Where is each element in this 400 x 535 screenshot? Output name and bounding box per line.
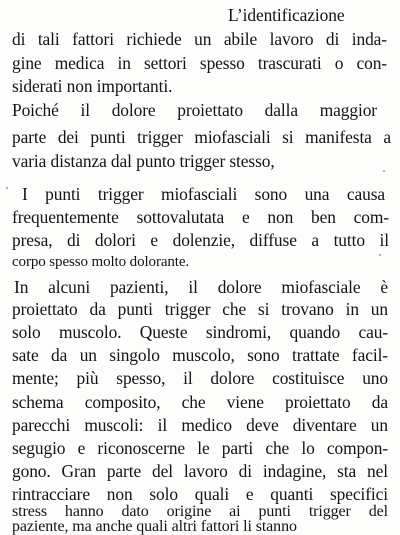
scan-speck xyxy=(379,254,381,256)
text-line: mente; più spesso, il dolore costituisce uno xyxy=(12,368,388,388)
text-line: parte dei punti trigger miofasciali si manifesta a xyxy=(12,127,391,147)
text-line: proiettato da punti trigger che si trovano in un xyxy=(12,299,388,319)
scan-speck xyxy=(383,170,385,172)
text-line: di tali fattori richiede un abile lavoro di inda- xyxy=(12,29,387,49)
text-line: varia distanza dal punto trigger stesso, xyxy=(12,151,275,171)
text-line: siderati non importanti. xyxy=(12,76,173,96)
text-line: Poiché il dolore proiettato dalla maggior xyxy=(12,100,377,120)
text-line: L’identificazione xyxy=(228,5,345,25)
text-line: parecchi muscoli: il medico deve diventare un xyxy=(12,415,388,435)
text-line: paziente, ma anche quali altri fattori li stanno xyxy=(12,518,297,535)
text-line: schema composito, che viene proiettato da xyxy=(12,392,388,412)
text-line: sate da un singolo muscolo, sono trattate facil- xyxy=(12,345,388,365)
text-line: gono. Gran parte del lavoro di indagine, sta nel xyxy=(12,461,388,481)
text-line: segugio e riconoscerne le parti che lo compon- xyxy=(12,438,388,458)
text-line: corpo spesso molto dolorante. xyxy=(12,254,190,270)
text-line: I punti trigger miofasciali sono una causa xyxy=(22,184,385,204)
text-line: In alcuni pazienti, il dolore miofasciale è xyxy=(14,277,388,297)
text-line: stress hanno dato origine ai punti trigger del xyxy=(12,504,388,520)
scan-speck xyxy=(6,187,8,189)
text-line: rintracciare non solo quali e quanti specifici xyxy=(12,484,388,504)
text-line: gine medica in settori spesso trascurati o con- xyxy=(12,53,387,73)
text-line: solo muscolo. Queste sindromi, quando cau- xyxy=(12,322,388,342)
text-line: presa, di dolori e dolenzie, diffuse a tutto il xyxy=(12,230,389,250)
text-line: frequentemente sottovalutata e non ben com- xyxy=(12,207,389,227)
